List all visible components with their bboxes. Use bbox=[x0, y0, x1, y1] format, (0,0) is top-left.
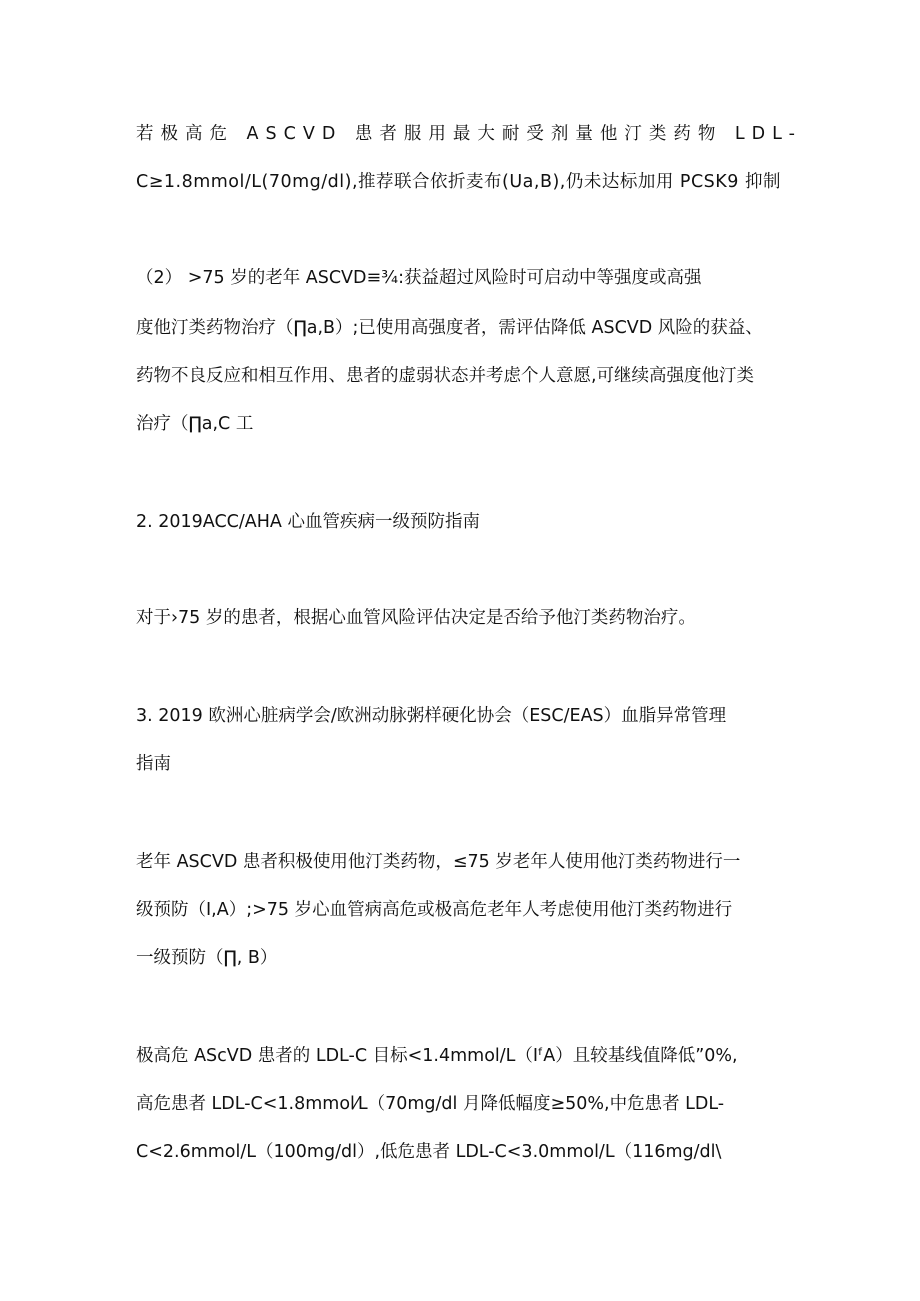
section-heading-2: 2. 2019ACC/AHA 心血管疾病一级预防指南 bbox=[136, 512, 480, 532]
paragraph-1-line-2: C≥1.8mmol/L(70mg/dl),推荐联合依折麦布(Ua,B),仍未达标加用 PCSK9 抑制 bbox=[136, 172, 781, 192]
paragraph-2-line-3: 药物不良反应和相互作用、患者的虚弱状态并考虑个人意愿,可继续高强度他汀类 bbox=[136, 366, 755, 386]
paragraph-2-line-2: 度他汀类药物治疗（∏a,B）;已使用高强度者，需评估降低 ASCVD 风险的获益、 bbox=[136, 318, 763, 338]
section-heading-3-line-1: 3. 2019 欧洲心脏病学会/欧洲动脉粥样硬化协会（ESC/EAS）血脂异常管理 bbox=[136, 706, 727, 726]
section-heading-3-line-2: 指南 bbox=[136, 754, 171, 774]
paragraph-3: 对于›75 岁的患者，根据心血管风险评估决定是否给予他汀类药物治疗。 bbox=[136, 608, 696, 628]
paragraph-5-line-3: C<2.6mmol/L（100mg/dl）,低危患者 LDL-C<3.0mmol/L（116mg/dl\ bbox=[136, 1142, 722, 1162]
paragraph-2-line-4: 治疗（∏a,C 工 bbox=[136, 414, 254, 434]
paragraph-1-line-1: 若极高危 ASCVD 患者服用最大耐受剂量他汀类药物 LDL- bbox=[136, 124, 802, 144]
paragraph-4-line-2: 级预防（I,A）;>75 岁心血管病高危或极高危老年人考虑使用他汀类药物进行 bbox=[136, 900, 733, 920]
paragraph-5-line-1: 极高危 AScVD 患者的 LDL-C 目标<1.4mmol/L（IᶠA）且较基线值降低”0%, bbox=[136, 1046, 738, 1066]
paragraph-4-line-3: 一级预防（∏, B） bbox=[136, 948, 278, 968]
paragraph-2-line-1: （2） >75 岁的老年 ASCVD≡¾:获益超过风险时可启动中等强度或高强 bbox=[136, 268, 702, 288]
paragraph-4-line-1: 老年 ASCVD 患者积极使用他汀类药物，≤75 岁老年人使用他汀类药物进行一 bbox=[136, 852, 741, 872]
paragraph-5-line-2: 高危患者 LDL-C<1.8mmol⁄L（70mg/dl 月降低幅度≥50%,中危患者 LDL- bbox=[136, 1094, 725, 1114]
